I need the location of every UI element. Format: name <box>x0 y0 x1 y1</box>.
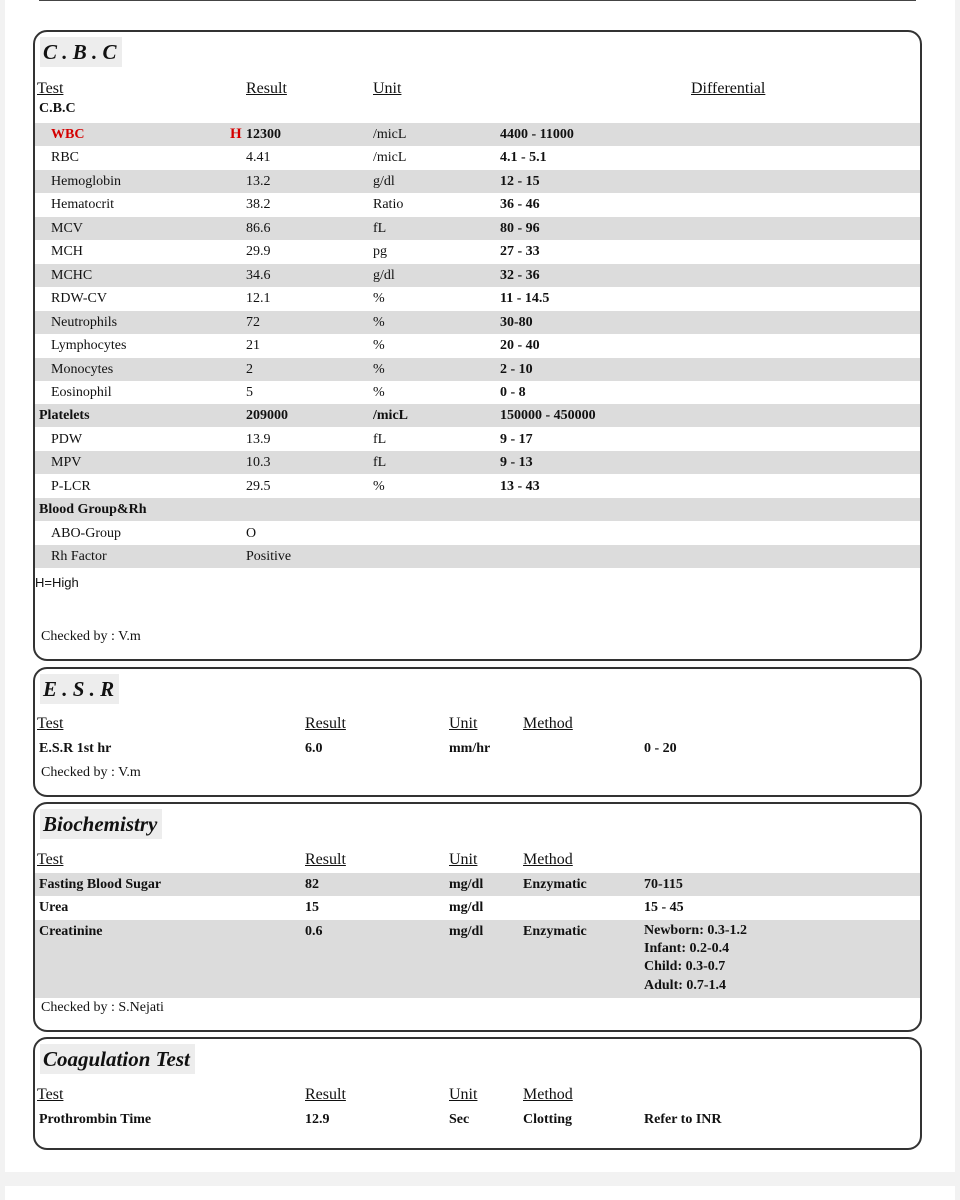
test-name: Fasting Blood Sugar <box>39 877 162 892</box>
page-footer-strip <box>5 1186 955 1200</box>
test-name: Hemoglobin <box>51 174 121 189</box>
table-row <box>35 287 920 310</box>
table-row <box>35 358 920 381</box>
coagulation-section <box>33 1037 922 1150</box>
test-unit: Sec <box>449 1112 470 1127</box>
test-method: Enzymatic <box>523 924 587 939</box>
test-result: 86.6 <box>246 221 271 236</box>
test-name: E.S.R 1st hr <box>39 741 112 756</box>
test-result: 4.41 <box>246 150 271 165</box>
biochem-header-result: Result <box>305 851 346 868</box>
test-range: Refer to INR <box>644 1112 722 1127</box>
table-row <box>35 545 920 568</box>
table-row <box>35 428 920 451</box>
test-unit: % <box>373 385 385 400</box>
test-range-child: Child: 0.3-0.7 <box>644 959 726 974</box>
test-result: 82 <box>305 877 319 892</box>
test-range-adult: Adult: 0.7-1.4 <box>644 978 727 993</box>
esr-header-unit: Unit <box>449 715 478 732</box>
biochemistry-section <box>33 802 922 1032</box>
coag-header-test: Test <box>37 1086 64 1103</box>
test-range: 20 - 40 <box>500 338 540 353</box>
esr-section <box>33 667 922 797</box>
test-result: O <box>246 526 257 541</box>
test-result: 72 <box>246 315 260 330</box>
test-unit: pg <box>373 244 387 259</box>
table-row <box>35 451 920 474</box>
test-name: MCH <box>51 244 83 259</box>
test-unit: g/dl <box>373 174 395 189</box>
table-row <box>35 737 920 760</box>
test-unit: /micL <box>373 408 408 423</box>
table-row <box>35 240 920 263</box>
table-row <box>35 217 920 240</box>
test-unit: % <box>373 362 385 377</box>
test-name: P-LCR <box>51 479 91 494</box>
test-name: Lymphocytes <box>51 338 127 353</box>
test-result: 6.0 <box>305 741 323 756</box>
test-name: Rh Factor <box>51 549 107 564</box>
esr-header-result: Result <box>305 715 346 732</box>
test-result: 5 <box>246 385 253 400</box>
test-unit: fL <box>373 432 387 447</box>
table-row <box>35 896 920 919</box>
test-range: 4400 - 11000 <box>500 127 574 142</box>
biochem-header-method: Method <box>523 851 573 868</box>
table-row <box>35 475 920 498</box>
cbc-header-result: Result <box>246 80 287 97</box>
cbc-title: C . B . C <box>40 37 122 67</box>
test-range: 13 - 43 <box>500 479 540 494</box>
test-unit: /micL <box>373 150 407 165</box>
test-range-infant: Infant: 0.2-0.4 <box>644 941 730 956</box>
test-result: 10.3 <box>246 455 271 470</box>
coagulation-title: Coagulation Test <box>40 1044 195 1074</box>
test-unit: Ratio <box>373 197 404 212</box>
test-name: RDW-CV <box>51 291 107 306</box>
test-result: 12.1 <box>246 291 271 306</box>
test-result: 13.2 <box>246 174 271 189</box>
test-unit: mm/hr <box>449 741 491 756</box>
test-name: Neutrophils <box>51 315 118 330</box>
test-range: 150000 - 450000 <box>500 408 596 423</box>
test-unit: fL <box>373 455 387 470</box>
test-result: 29.5 <box>246 479 271 494</box>
test-result: 0.6 <box>305 924 323 939</box>
test-unit: % <box>373 315 385 330</box>
test-range-newborn: Newborn: 0.3-1.2 <box>644 923 748 938</box>
coag-header-unit: Unit <box>449 1086 478 1103</box>
test-result: 2 <box>246 362 253 377</box>
test-name: Prothrombin Time <box>39 1112 152 1127</box>
test-name: Hematocrit <box>51 197 114 212</box>
test-result: Positive <box>246 549 292 564</box>
test-range: 15 - 45 <box>644 900 684 915</box>
biochem-header-test: Test <box>37 851 64 868</box>
table-row <box>35 381 920 404</box>
biochem-header-unit: Unit <box>449 851 478 868</box>
table-row <box>35 1108 920 1131</box>
table-row <box>35 264 920 287</box>
checked-by: Checked by : V.m <box>41 765 141 780</box>
table-row <box>35 146 920 169</box>
cbc-header-unit: Unit <box>373 80 402 97</box>
checked-by: Checked by : S.Nejati <box>41 1000 164 1015</box>
table-row <box>35 498 920 521</box>
test-name: ABO-Group <box>51 526 121 541</box>
test-range: 0 - 8 <box>500 385 526 400</box>
test-name: Monocytes <box>51 362 114 377</box>
cbc-header-test: Test <box>37 80 64 97</box>
esr-header-test: Test <box>37 715 64 732</box>
test-range: 32 - 36 <box>500 268 540 283</box>
test-range: 36 - 46 <box>500 197 540 212</box>
test-name: MCHC <box>51 268 93 283</box>
top-divider <box>39 0 916 1</box>
cbc-header-differential: Differential <box>691 80 766 97</box>
table-row <box>35 404 920 427</box>
biochemistry-title: Biochemistry <box>40 809 162 839</box>
cbc-section <box>33 30 922 661</box>
table-row <box>35 334 920 357</box>
test-name: RBC <box>51 150 80 165</box>
table-row <box>35 522 920 545</box>
table-row <box>35 873 920 896</box>
test-range: 2 - 10 <box>500 362 533 377</box>
test-result: 209000 <box>246 408 288 423</box>
test-unit: % <box>373 291 385 306</box>
test-result: 21 <box>246 338 260 353</box>
test-unit: % <box>373 479 385 494</box>
coag-header-result: Result <box>305 1086 346 1103</box>
high-flag: H <box>230 126 242 142</box>
test-range: 27 - 33 <box>500 244 540 259</box>
test-name: MPV <box>51 455 82 470</box>
test-unit: /micL <box>373 127 407 142</box>
test-method: Enzymatic <box>523 877 587 892</box>
checked-by: Checked by : V.m <box>41 629 141 644</box>
test-name: WBC <box>51 127 85 142</box>
table-row <box>35 123 920 146</box>
table-row <box>35 920 920 998</box>
test-range: 9 - 17 <box>500 432 533 447</box>
test-range: 12 - 15 <box>500 174 540 189</box>
test-name: Urea <box>39 900 69 915</box>
legend-text: H=High <box>35 575 79 590</box>
test-name: MCV <box>51 221 83 236</box>
esr-title: E . S . R <box>40 674 119 704</box>
test-range: 11 - 14.5 <box>500 291 550 306</box>
test-result: 15 <box>305 900 319 915</box>
test-range: 30-80 <box>500 315 533 330</box>
test-result: 13.9 <box>246 432 271 447</box>
cbc-group-label: C.B.C <box>39 101 76 116</box>
test-range: 70-115 <box>644 877 683 892</box>
coag-header-method: Method <box>523 1086 573 1103</box>
test-unit: mg/dl <box>449 877 484 892</box>
test-unit: fL <box>373 221 387 236</box>
test-unit: % <box>373 338 385 353</box>
table-row <box>35 193 920 216</box>
test-unit: mg/dl <box>449 900 484 915</box>
test-group-name: Blood Group&Rh <box>39 502 147 517</box>
test-range: 80 - 96 <box>500 221 540 236</box>
test-result: 38.2 <box>246 197 271 212</box>
test-group-name: Platelets <box>39 408 90 423</box>
test-range: 0 - 20 <box>644 741 677 756</box>
test-unit: mg/dl <box>449 924 484 939</box>
test-method: Clotting <box>523 1112 572 1127</box>
table-row <box>35 311 920 334</box>
test-name: Eosinophil <box>51 385 112 400</box>
test-range: 9 - 13 <box>500 455 533 470</box>
test-result: 12300 <box>246 127 281 142</box>
test-name: Creatinine <box>39 924 103 939</box>
test-result: 12.9 <box>305 1112 330 1127</box>
test-range: 4.1 - 5.1 <box>500 150 547 165</box>
test-result: 34.6 <box>246 268 271 283</box>
test-name: PDW <box>51 432 83 447</box>
table-row <box>35 170 920 193</box>
esr-header-method: Method <box>523 715 573 732</box>
test-result: 29.9 <box>246 244 271 259</box>
test-unit: g/dl <box>373 268 395 283</box>
